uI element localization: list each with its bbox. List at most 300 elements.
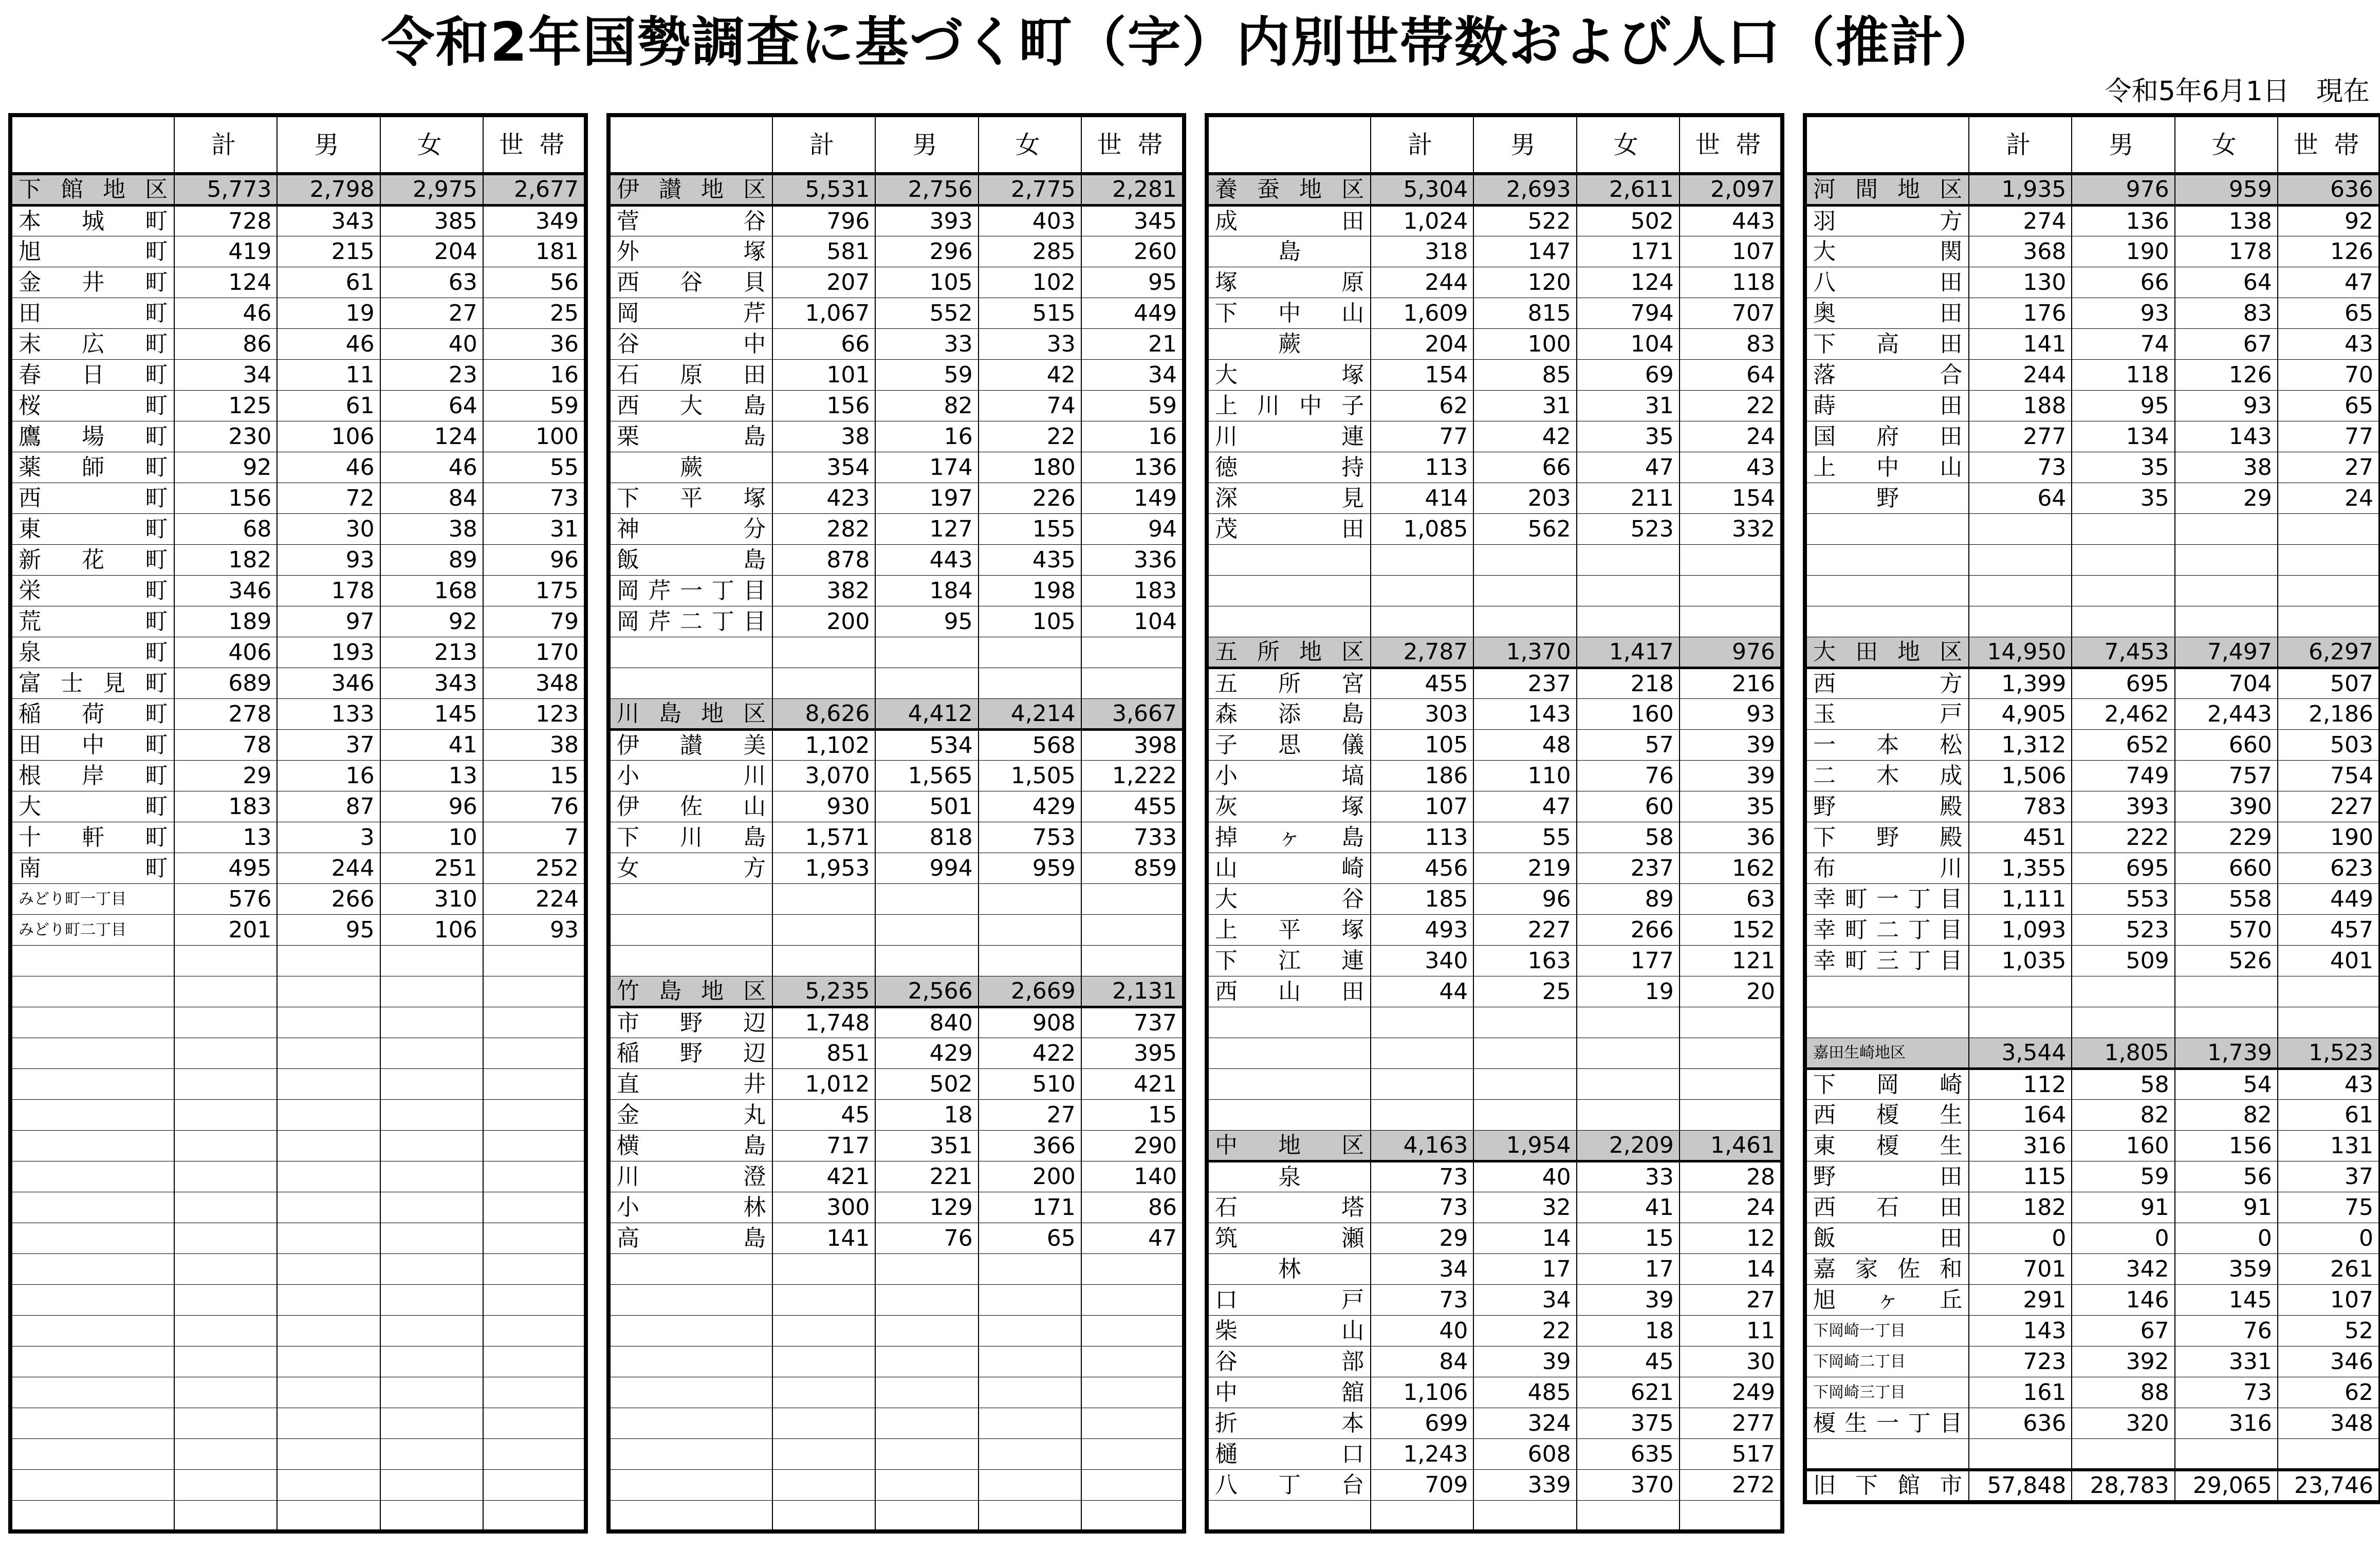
empty-cell: [608, 1254, 772, 1285]
male-cell: 129: [875, 1192, 978, 1223]
households-cell: 14: [1680, 1254, 1782, 1285]
total-cell: 318: [1371, 236, 1473, 267]
table-row: [1207, 1470, 1782, 1501]
empty-cell: [1371, 576, 1473, 606]
female-cell: 523: [1577, 514, 1680, 545]
empty-cell: [875, 668, 978, 699]
empty-cell: [380, 1316, 483, 1346]
female-cell: 124: [380, 421, 483, 452]
female-cell: 510: [979, 1069, 1081, 1100]
households-cell: 24: [2278, 483, 2380, 514]
male-cell: 31: [1473, 391, 1576, 421]
total-cell: 1,506: [1969, 761, 2072, 791]
female-cell: 390: [2175, 791, 2278, 822]
total-cell: 200: [772, 606, 875, 637]
area-name-cell: 小林: [608, 1192, 772, 1223]
empty-cell: [1473, 606, 1576, 637]
households-cell: 123: [483, 699, 586, 730]
male-cell: 393: [2072, 791, 2174, 822]
empty-row: [608, 946, 1184, 976]
column-header: 女: [2175, 115, 2278, 174]
header-blank-cell: [1207, 115, 1371, 174]
total-cell: 316: [1969, 1131, 2072, 1161]
male-cell: 74: [2072, 329, 2174, 360]
empty-cell: [277, 1007, 380, 1038]
households-cell: 336: [1081, 545, 1184, 576]
female-cell: 10: [380, 822, 483, 853]
male-cell: 93: [277, 545, 380, 576]
female-cell: 385: [380, 206, 483, 236]
empty-cell: [1207, 1038, 1371, 1069]
empty-cell: [380, 1439, 483, 1470]
households-cell: 118: [1680, 267, 1782, 298]
female-cell: 660: [2175, 730, 2278, 761]
table-row: [1805, 853, 2380, 884]
male-cell: 184: [875, 576, 978, 606]
table-row: [1805, 236, 2380, 267]
empty-cell: [2175, 514, 2278, 545]
table-row: [1805, 298, 2380, 329]
table-row: [10, 576, 586, 606]
male-cell: 76: [875, 1223, 978, 1254]
area-name-cell: 西榎生: [1805, 1100, 1969, 1131]
table-row: [1805, 1192, 2380, 1223]
empty-row: [1207, 1038, 1782, 1069]
empty-cell: [772, 1470, 875, 1501]
male-cell: 0: [2072, 1223, 2174, 1254]
empty-cell: [1577, 1007, 1680, 1038]
area-name-cell: 嘉田生崎地区: [1805, 1038, 1969, 1069]
table-row: [608, 236, 1184, 267]
empty-cell: [772, 1346, 875, 1377]
empty-cell: [1081, 1316, 1184, 1346]
empty-cell: [174, 1501, 277, 1531]
table-row: [10, 668, 586, 699]
area-name-cell: 富士見町: [10, 668, 174, 699]
table-row: [1207, 1439, 1782, 1470]
total-cell: 4,163: [1371, 1131, 1473, 1161]
empty-cell: [1473, 545, 1576, 576]
male-cell: 652: [2072, 730, 2174, 761]
table-row: [1207, 1223, 1782, 1254]
male-cell: 2,693: [1473, 174, 1576, 206]
male-cell: 193: [277, 637, 380, 668]
table-row: [1805, 391, 2380, 421]
area-name-cell: 下岡崎: [1805, 1069, 1969, 1100]
table-row: [10, 637, 586, 668]
district-total-row: [1207, 637, 1782, 668]
households-cell: 30: [1680, 1346, 1782, 1377]
empty-cell: [2072, 606, 2174, 637]
male-cell: 120: [1473, 267, 1576, 298]
total-cell: 728: [174, 206, 277, 236]
households-cell: 65: [2278, 298, 2380, 329]
empty-cell: [380, 1192, 483, 1223]
total-cell: 14,950: [1969, 637, 2072, 668]
table-row: [608, 360, 1184, 391]
total-cell: 291: [1969, 1285, 2072, 1316]
area-name-cell: 伊讃美: [608, 730, 772, 761]
female-cell: 74: [979, 391, 1081, 421]
male-cell: 147: [1473, 236, 1576, 267]
table-row: [1207, 1161, 1782, 1192]
households-cell: 12: [1680, 1223, 1782, 1254]
area-name-cell: 徳持: [1207, 452, 1371, 483]
table-row: [1805, 1254, 2380, 1285]
table-row: [608, 730, 1184, 761]
column-header: 男: [277, 115, 380, 174]
empty-cell: [608, 637, 772, 668]
male-cell: 443: [875, 545, 978, 576]
area-name-cell: 大関: [1805, 236, 1969, 267]
households-cell: 28: [1680, 1161, 1782, 1192]
households-cell: 22: [1680, 391, 1782, 421]
empty-cell: [2278, 1439, 2380, 1470]
total-cell: 2,787: [1371, 637, 1473, 668]
empty-cell: [875, 637, 978, 668]
empty-cell: [1081, 1408, 1184, 1439]
male-cell: 95: [277, 915, 380, 946]
male-cell: 35: [2072, 452, 2174, 483]
empty-row: [1805, 976, 2380, 1007]
empty-cell: [174, 1285, 277, 1316]
households-cell: 38: [483, 730, 586, 761]
area-name-cell: 高島: [608, 1223, 772, 1254]
female-cell: 92: [380, 606, 483, 637]
male-cell: 2,566: [875, 976, 978, 1007]
empty-cell: [10, 1254, 174, 1285]
empty-cell: [277, 1377, 380, 1408]
table-row: [608, 853, 1184, 884]
empty-cell: [1081, 1501, 1184, 1531]
district-total-row: [1805, 1038, 2380, 1069]
empty-cell: [277, 1408, 380, 1439]
male-cell: 160: [2072, 1131, 2174, 1161]
female-cell: 58: [1577, 822, 1680, 853]
male-cell: 59: [875, 360, 978, 391]
empty-cell: [1805, 1439, 1969, 1470]
empty-cell: [2175, 1439, 2278, 1470]
total-cell: 701: [1969, 1254, 2072, 1285]
empty-cell: [2278, 1007, 2380, 1038]
households-cell: 95: [1081, 267, 1184, 298]
table-row: [1207, 1316, 1782, 1346]
empty-cell: [772, 915, 875, 946]
area-name-cell: 榎生一丁目: [1805, 1408, 1969, 1439]
empty-cell: [10, 1223, 174, 1254]
female-cell: 91: [2175, 1192, 2278, 1223]
male-cell: 25: [1473, 976, 1576, 1007]
empty-cell: [1473, 576, 1576, 606]
header-blank-cell: [10, 115, 174, 174]
male-cell: 143: [1473, 699, 1576, 730]
total-cell: 141: [1969, 329, 2072, 360]
total-cell: 57,848: [1969, 1470, 2072, 1502]
female-cell: 251: [380, 853, 483, 884]
total-cell: 354: [772, 452, 875, 483]
male-cell: 61: [277, 267, 380, 298]
empty-cell: [380, 976, 483, 1007]
empty-cell: [483, 1131, 586, 1161]
female-cell: 145: [2175, 1285, 2278, 1316]
male-cell: 219: [1473, 853, 1576, 884]
female-cell: 1,739: [2175, 1038, 2278, 1069]
area-name-cell: 二木成: [1805, 761, 1969, 791]
male-cell: 42: [1473, 421, 1576, 452]
empty-cell: [2278, 976, 2380, 1007]
empty-row: [1207, 545, 1782, 576]
total-cell: 493: [1371, 915, 1473, 946]
total-cell: 1,609: [1371, 298, 1473, 329]
area-name-cell: 東町: [10, 514, 174, 545]
area-name-cell: 桜町: [10, 391, 174, 421]
table-row: [1207, 915, 1782, 946]
area-name-cell: 川澄: [608, 1161, 772, 1192]
empty-cell: [2072, 514, 2174, 545]
female-cell: 343: [380, 668, 483, 699]
area-name-cell: 女方: [608, 853, 772, 884]
households-cell: 61: [2278, 1100, 2380, 1131]
empty-cell: [380, 1470, 483, 1501]
total-cell: 495: [174, 853, 277, 884]
female-cell: 42: [979, 360, 1081, 391]
area-name-cell: 十軒町: [10, 822, 174, 853]
female-cell: 2,669: [979, 976, 1081, 1007]
households-cell: 62: [2278, 1377, 2380, 1408]
female-cell: 73: [2175, 1377, 2278, 1408]
empty-row: [1207, 1501, 1782, 1531]
female-cell: 422: [979, 1038, 1081, 1069]
male-cell: 95: [2072, 391, 2174, 421]
male-cell: 34: [1473, 1285, 1576, 1316]
empty-cell: [772, 1408, 875, 1439]
female-cell: 56: [2175, 1161, 2278, 1192]
empty-row: [10, 1007, 586, 1038]
female-cell: 60: [1577, 791, 1680, 822]
table-row: [608, 822, 1184, 853]
area-name-cell: 竹島地区: [608, 976, 772, 1007]
female-cell: 18: [1577, 1316, 1680, 1346]
empty-cell: [875, 1470, 978, 1501]
empty-row: [10, 1038, 586, 1069]
total-cell: 1,748: [772, 1007, 875, 1038]
female-cell: 15: [1577, 1223, 1680, 1254]
households-cell: 345: [1081, 206, 1184, 236]
total-cell: 207: [772, 267, 875, 298]
total-cell: 1,012: [772, 1069, 875, 1100]
total-cell: 112: [1969, 1069, 2072, 1100]
empty-cell: [10, 1131, 174, 1161]
page-title: 令和2年国勢調査に基づく町（字）内別世帯数および人口（推計）: [381, 11, 1999, 73]
empty-cell: [2175, 576, 2278, 606]
male-cell: 4,412: [875, 699, 978, 730]
female-cell: 403: [979, 206, 1081, 236]
total-cell: 183: [174, 791, 277, 822]
total-cell: 581: [772, 236, 875, 267]
empty-row: [608, 1439, 1184, 1470]
area-name-cell: 上中山: [1805, 452, 1969, 483]
area-name-cell: 伊佐山: [608, 791, 772, 822]
table-row: [1805, 1377, 2380, 1408]
empty-cell: [380, 1161, 483, 1192]
table-row: [1805, 761, 2380, 791]
female-cell: 38: [380, 514, 483, 545]
total-cell: 201: [174, 915, 277, 946]
households-cell: 754: [2278, 761, 2380, 791]
empty-cell: [174, 1408, 277, 1439]
empty-row: [10, 946, 586, 976]
households-cell: 31: [483, 514, 586, 545]
male-cell: 39: [1473, 1346, 1576, 1377]
female-cell: 45: [1577, 1346, 1680, 1377]
table-row: [10, 730, 586, 761]
households-cell: 332: [1680, 514, 1782, 545]
table-row: [1805, 1069, 2380, 1100]
total-cell: 5,235: [772, 976, 875, 1007]
male-cell: 95: [875, 606, 978, 637]
female-cell: 635: [1577, 1439, 1680, 1470]
female-cell: 104: [1577, 329, 1680, 360]
empty-cell: [277, 1161, 380, 1192]
area-name-cell: 旭町: [10, 236, 174, 267]
column-header: 計: [1371, 115, 1473, 174]
female-cell: 76: [2175, 1316, 2278, 1346]
total-cell: 185: [1371, 884, 1473, 915]
empty-cell: [1081, 637, 1184, 668]
column-header: 世 帯: [483, 115, 586, 174]
male-cell: 237: [1473, 668, 1576, 699]
male-cell: 178: [277, 576, 380, 606]
households-cell: 443: [1680, 206, 1782, 236]
female-cell: 106: [380, 915, 483, 946]
empty-cell: [608, 1346, 772, 1377]
empty-cell: [277, 976, 380, 1007]
empty-cell: [277, 946, 380, 976]
male-cell: 393: [875, 206, 978, 236]
total-cell: 73: [1371, 1192, 1473, 1223]
empty-cell: [979, 1285, 1081, 1316]
total-cell: 419: [174, 236, 277, 267]
male-cell: 818: [875, 822, 978, 853]
section-table-2: [606, 113, 1186, 1534]
households-cell: 272: [1680, 1470, 1782, 1501]
female-cell: 89: [380, 545, 483, 576]
district-total-row: [608, 976, 1184, 1007]
households-cell: 6,297: [2278, 637, 2380, 668]
households-cell: 170: [483, 637, 586, 668]
households-cell: 93: [483, 915, 586, 946]
table-row: [1805, 360, 2380, 391]
area-name-cell: 西方: [1805, 668, 1969, 699]
empty-cell: [979, 1377, 1081, 1408]
column-header: 計: [772, 115, 875, 174]
female-cell: 2,209: [1577, 1131, 1680, 1161]
empty-cell: [1473, 1100, 1576, 1131]
total-cell: 13: [174, 822, 277, 853]
total-cell: 1,935: [1969, 174, 2072, 206]
empty-row: [608, 1316, 1184, 1346]
table-row: [1207, 514, 1782, 545]
table-row: [1805, 206, 2380, 236]
empty-cell: [1473, 1501, 1576, 1531]
empty-cell: [608, 1408, 772, 1439]
column-header: 男: [1473, 115, 1576, 174]
area-name-cell: 稲荷町: [10, 699, 174, 730]
total-cell: 204: [1371, 329, 1473, 360]
female-cell: 266: [1577, 915, 1680, 946]
table-row: [608, 576, 1184, 606]
area-name-cell: 旧下館市: [1805, 1470, 1969, 1502]
total-cell: 274: [1969, 206, 2072, 236]
area-name-cell: 幸町三丁目: [1805, 946, 1969, 976]
total-cell: 62: [1371, 391, 1473, 421]
empty-row: [608, 668, 1184, 699]
area-name-cell: 栄町: [10, 576, 174, 606]
empty-cell: [1577, 1501, 1680, 1531]
table-row: [1207, 976, 1782, 1007]
area-name-cell: 泉: [1207, 1161, 1371, 1192]
households-cell: 24: [1680, 421, 1782, 452]
households-cell: 100: [483, 421, 586, 452]
empty-cell: [174, 1007, 277, 1038]
table-row: [1805, 1346, 2380, 1377]
table-row: [1805, 1161, 2380, 1192]
female-cell: 757: [2175, 761, 2278, 791]
empty-row: [608, 884, 1184, 915]
empty-cell: [1577, 1100, 1680, 1131]
empty-cell: [174, 1254, 277, 1285]
female-cell: 429: [979, 791, 1081, 822]
empty-cell: [1081, 1439, 1184, 1470]
empty-cell: [1371, 1038, 1473, 1069]
male-cell: 695: [2072, 668, 2174, 699]
area-name-cell: 上平塚: [1207, 915, 1371, 946]
empty-cell: [1207, 606, 1371, 637]
households-cell: 277: [1680, 1408, 1782, 1439]
column-header: 世 帯: [1081, 115, 1184, 174]
households-cell: 346: [2278, 1346, 2380, 1377]
male-cell: 82: [875, 391, 978, 421]
total-cell: 189: [174, 606, 277, 637]
male-cell: 35: [2072, 483, 2174, 514]
male-cell: 18: [875, 1100, 978, 1131]
female-cell: 23: [380, 360, 483, 391]
table-row: [1207, 236, 1782, 267]
male-cell: 266: [277, 884, 380, 915]
female-cell: 526: [2175, 946, 2278, 976]
total-cell: 455: [1371, 668, 1473, 699]
households-cell: 43: [2278, 329, 2380, 360]
empty-cell: [483, 1501, 586, 1531]
total-cell: 34: [1371, 1254, 1473, 1285]
total-cell: 156: [174, 483, 277, 514]
empty-row: [1805, 545, 2380, 576]
female-cell: 82: [2175, 1100, 2278, 1131]
area-name-cell: みどり町二丁目: [10, 915, 174, 946]
empty-cell: [875, 1501, 978, 1531]
empty-cell: [979, 668, 1081, 699]
total-cell: 130: [1969, 267, 2072, 298]
area-name-cell: 下中山: [1207, 298, 1371, 329]
male-cell: 32: [1473, 1192, 1576, 1223]
empty-cell: [1969, 576, 2072, 606]
table-row: [1805, 1285, 2380, 1316]
area-name-cell: 灰塚: [1207, 791, 1371, 822]
total-cell: 423: [772, 483, 875, 514]
households-cell: 86: [1081, 1192, 1184, 1223]
area-name-cell: 旭ヶ丘: [1805, 1285, 1969, 1316]
area-name-cell: 下岡崎三丁目: [1805, 1377, 1969, 1408]
